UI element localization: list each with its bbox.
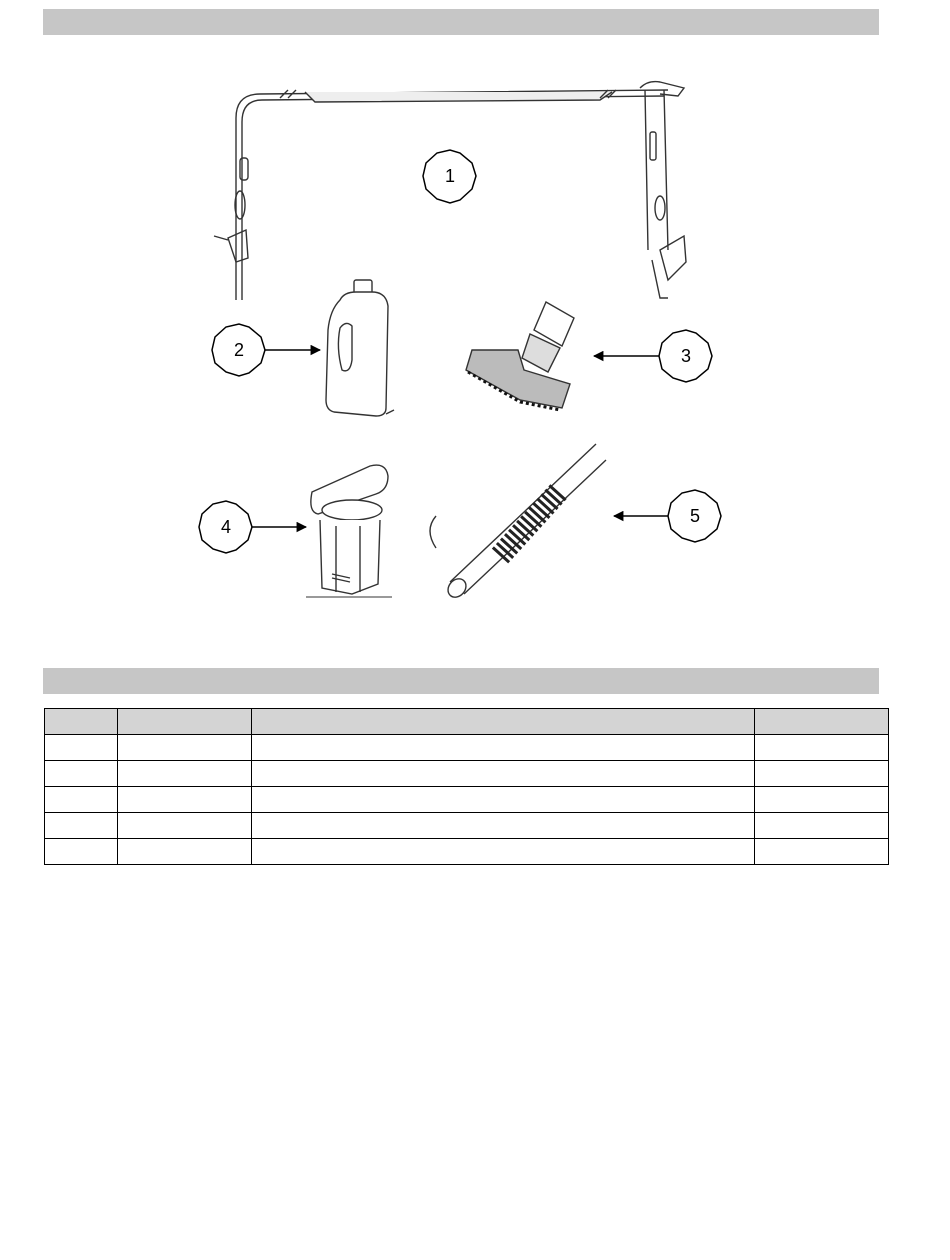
column-header: [118, 709, 252, 735]
table-cell: [45, 735, 118, 761]
callout-1: [423, 150, 476, 203]
parts-table: [44, 708, 889, 865]
table-cell: [45, 813, 118, 839]
section-header-bar: [43, 668, 879, 694]
upholstery-nozzle-drawing: [466, 302, 574, 410]
table-cell: [754, 839, 888, 865]
column-header: [45, 709, 118, 735]
table-cell: [118, 813, 252, 839]
callout-4-label: 4: [220, 517, 232, 537]
callout-5-label: 5: [689, 506, 701, 526]
callout-3-label: 3: [680, 346, 692, 366]
table-cell: [754, 735, 888, 761]
callout-1-label: 1: [444, 166, 456, 186]
table-cell: [118, 787, 252, 813]
table-cell: [252, 761, 755, 787]
column-header: [754, 709, 888, 735]
table-cell: [252, 735, 755, 761]
table-cell: [118, 839, 252, 865]
table-cell: [45, 761, 118, 787]
callout-2: [212, 324, 320, 376]
cleaning-solution-bottle-drawing: [326, 280, 394, 416]
table-cell: [754, 813, 888, 839]
column-header: [252, 709, 755, 735]
table-cell: [754, 787, 888, 813]
table-cell: [45, 839, 118, 865]
table-cell: [118, 735, 252, 761]
table-cell: [252, 787, 755, 813]
table-cell: [252, 839, 755, 865]
table-cell: [754, 761, 888, 787]
table-header-row: [45, 709, 889, 735]
callout-4: [199, 501, 306, 553]
table-row: [45, 813, 889, 839]
table-row: [45, 787, 889, 813]
callout-5: [614, 490, 721, 542]
table-row: [45, 735, 889, 761]
flexible-hose-drawing: [430, 444, 606, 601]
table-row: [45, 839, 889, 865]
callout-2-label: 2: [233, 340, 245, 360]
callout-3: [594, 330, 712, 382]
table-cell: [45, 787, 118, 813]
table-cell: [118, 761, 252, 787]
mixing-bottle-drawing: [306, 465, 392, 597]
table-row: [45, 761, 889, 787]
table-cell: [252, 813, 755, 839]
